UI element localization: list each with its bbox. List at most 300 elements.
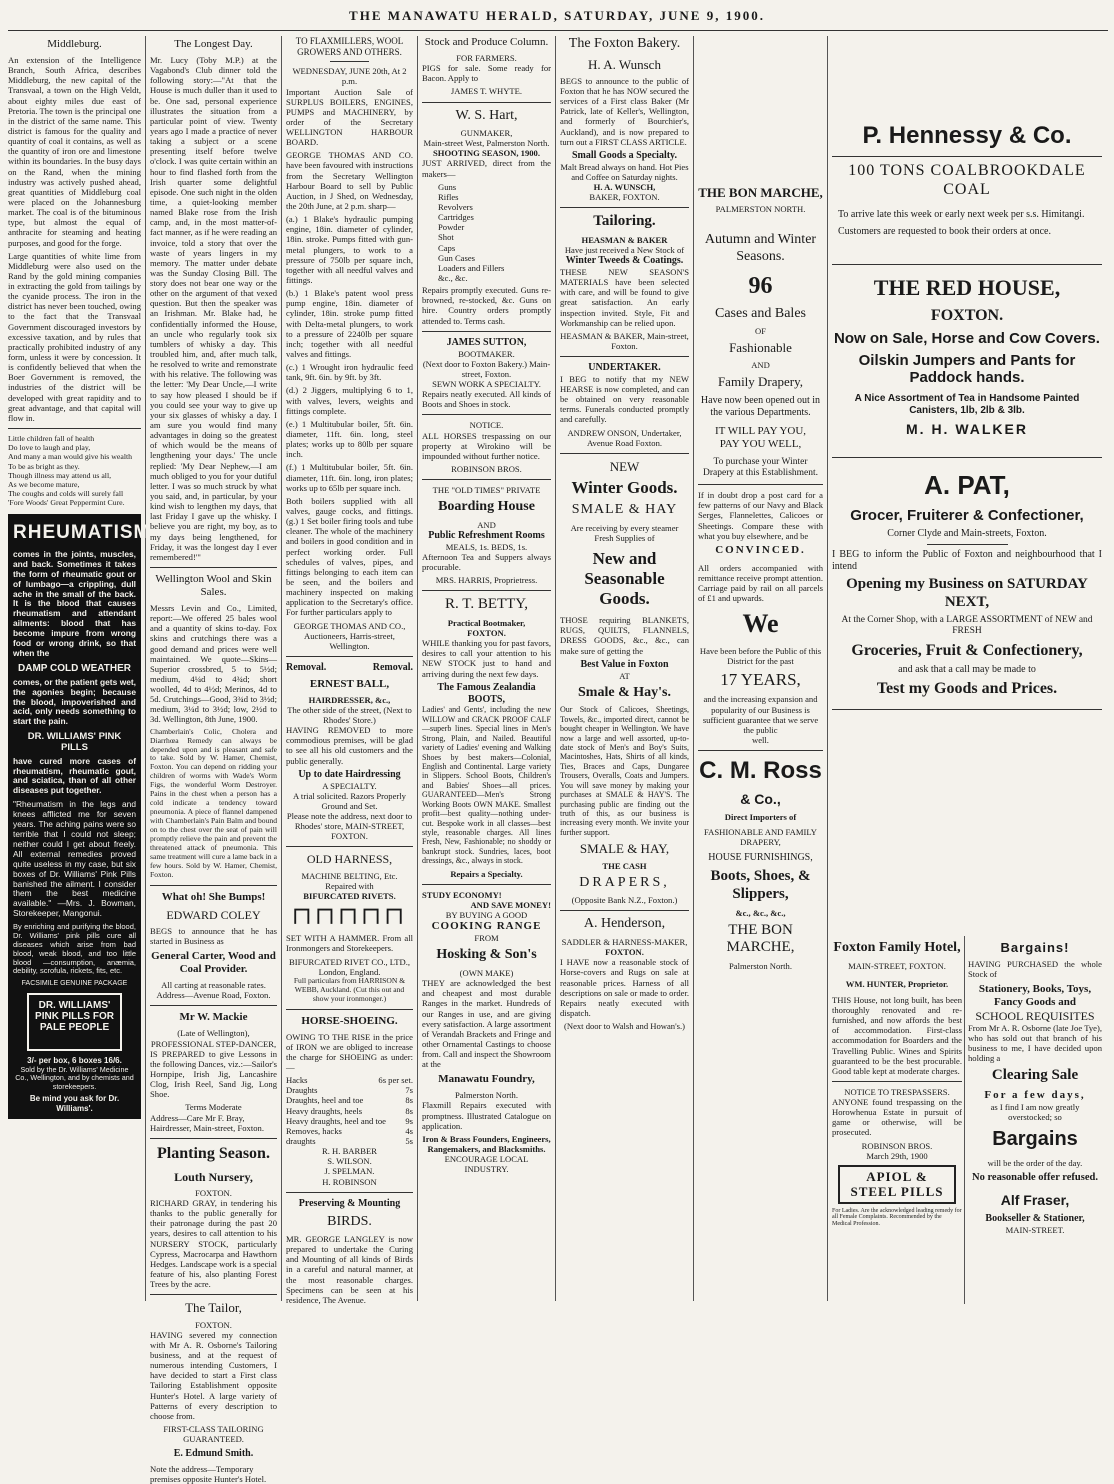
ad-text: AND <box>751 359 770 370</box>
price-row: Removes, hacks 4s <box>286 1125 413 1136</box>
verse-line: Do love to laugh and play, <box>8 443 91 453</box>
ad-heading: BIFURCATED RIVETS. <box>303 890 396 901</box>
ad-text: BAKER, FOXTON. <box>589 192 660 203</box>
ad-heading: Bargains! <box>1000 940 1070 955</box>
ad-text: ENCOURAGE LOCAL INDUSTRY. <box>444 1154 529 1175</box>
ad-text: MACHINE BELTING, Etc. <box>301 870 398 881</box>
ad-name: P. Hennessy & Co. <box>862 122 1072 149</box>
ad-heading: Small Goods a Specialty. <box>571 149 677 161</box>
verse-line: Little children fall of health <box>8 434 95 444</box>
ad-text: At the Corner Shop, with a LARGE ASSORTMENT of NEW and FRESH <box>841 615 1093 637</box>
ad-heading: Bargains <box>992 1128 1078 1151</box>
ad-text: FOXTON. <box>195 1187 232 1198</box>
spacer <box>698 36 823 181</box>
ad-text: Repairs neatly executed. All kinds of Boots and Shoes in stock. <box>422 389 551 410</box>
ad-name: A. PAT, <box>924 470 1010 501</box>
ad-heading: Stationery, Books, Toys, <box>978 982 1092 995</box>
divider <box>286 1009 413 1010</box>
ad-heading: Clearing Sale <box>991 1067 1079 1084</box>
ad-text: AT <box>619 670 630 681</box>
ad-signature: ROBINSON BROS. <box>451 463 522 474</box>
ad-heading: HORSE-SHOEING. <box>301 1014 398 1027</box>
ad-text: BEGS to announce to the public of Foxton that he has NOW secured the services of a First class Baker (Mr Patrick, late of Keller's, Wellington, and formerly of Bourchier's, Auckland), and is now prepared to turn out a FIRST CLASS ARTICLE. <box>560 75 689 147</box>
ad-text: Repairs promptly executed. Guns re-browned, re-stocked, &c. Guns on hire. Country orders promptly attended to. Terms cash. <box>422 285 551 326</box>
ad-text: For Ladies. Are the acknowledged leading remedy for all Female Complaints. Recommended by the Medical Profession. <box>832 1207 962 1227</box>
ad-text: OWING TO THE RISE in the price of IRON we are obliged to increase the charge for SHOEING as under:— <box>286 1031 413 1073</box>
ad-subheading: DR. WILLIAMS' PINK PILLS <box>27 731 122 754</box>
ad-address: Main-street West, Palmerston North. <box>423 138 550 149</box>
divider <box>8 428 141 429</box>
sold-by: Sold by the Dr. Williams' Medicine Co., Wellington, and by chemists and storekeepers. <box>15 1064 134 1091</box>
ad-name: EDWARD COLEY <box>166 907 261 922</box>
ad-text: Have just received a New Stock of <box>564 245 685 256</box>
ad-text: (Late of Wellington), PROFESSIONAL STEP-DANCER, <box>150 1028 277 1049</box>
ad-text: NEW <box>609 458 640 474</box>
ad-text: (OWN MAKE) <box>459 967 514 978</box>
ad-heading: 96 <box>748 272 773 299</box>
ad-heading: Test my Goods and Prices. <box>876 680 1058 698</box>
ad-text: THE "OLD TIMES" PRIVATE <box>432 485 541 496</box>
ad-heading: Grocer, Fruiterer & Confectioner, <box>850 506 1084 524</box>
ad-heading: We <box>742 609 779 639</box>
divider <box>150 1138 277 1139</box>
ad-signature: ROBINSON BROS. <box>861 1140 933 1151</box>
ad-name: Foxton Family Hotel, <box>833 940 961 955</box>
article-paragraph: Mr. Lucy (Toby M.P.) at the Vagabond's Club dinner told the following story:—"At that the House is much duller than it used to be. One sad, personal experience illustrates the situation from a particular point of view. Twenty years ago I made a practice of never taking a subject or a scene presenting itself before twelve o'clock. I was quite certain within an hour to find flashed forth from the Irish quarter some delightful episode. One such night in the olden time, a quiet-looking member named Blake rose from the Irish camp, and, in the most matter-of-fact manner, as if he were reading an invoice, told a story that over the waste of years lingers in my memory. The matter under debate was the Sunday Closing Bill. The story does not bear one way or the other on the argument of that vexed question. But then the speaker was an Irishman. Mr. Blake had, he confidentially informed the House, an uncle who regularly took six tumblers of whisky a day. This troubled him, and, after much talk, he resolved to write and remonstrate with his relative. The following was the letter: 'My Dear Uncle,—I write to say how pleased I should be if you could see your way to give up your six glasses of whisky a day. I am sure you would find many advantages in doing so the greatest of which would be the means of lengthening your days.' The uncle replied: 'My Dear Nephew,—I am much obliged to you for your dutiful letter. I was so much struck by what you said, and, in particular, by your kind wish to lengthen my days, that last Friday I gave up the whisky. I believe you are right, my boy, as to my days being lengthened, for Friday, it was the longest day I ever remembered!'" <box>150 54 277 562</box>
ad-text: FASHIONABLE AND FAMILY DRAPERY, <box>704 827 817 848</box>
ad-text: ALL HORSES trespassing on our property at Wirokino will be impounded without further notice. <box>422 430 551 461</box>
ad-text: Are receiving by every steamer Fresh Supplies of <box>570 522 679 543</box>
ad-text: RICHARD GRAY, in tendering his thanks to the public generally for their patronage during the past 20 years, desires to call attention to his NURSERY STOCK, particularly Cypress, Macrocarpa and Hawthorn Hedges. Landscape work is a special feature of his, also planting Forest Trees by the acre. <box>150 1198 277 1290</box>
ad-text: If in doubt drop a post card for a few patterns of our Navy and Black Serges, Flannelettes, Calicoes or Sheetings. Compare these with what you buy elsewhere, and be <box>698 490 823 541</box>
ad-heading: Best Value in Foxton <box>580 658 669 670</box>
divider <box>150 1294 277 1295</box>
ad-text: Both boilers supplied with all valves, gauge cocks, and fittings. (g.) 1 Set boiler firing tools and tube cleaner. The whole of the machinery and boilers in good condition and in perfect working order. Full schedules of valves, pipes, and fittings belonging to each item can be seen, and the boilers and machinery inspected on making application to the Secretary's office. For further particulars apply to <box>286 495 413 618</box>
ad-text: SADDLER & HARNESS-MAKER, <box>561 936 688 947</box>
pill-package-image: DR. WILLIAMS' PINK PILLS FOR PALE PEOPLE <box>27 993 122 1051</box>
ad-heading: Tailoring. <box>593 213 656 230</box>
ad-name: E. Edmund Smith. <box>173 1448 254 1460</box>
ad-signature: HEASMAN & BAKER, Main-street, Foxton. <box>560 330 689 351</box>
ad-name: Louth Nursery, <box>174 1169 253 1184</box>
ad-heading: Public Refreshment Rooms <box>428 529 545 541</box>
ad-name: & Co., <box>740 791 781 808</box>
ad-heading: UNDERTAKER. <box>588 362 661 374</box>
ad-text: From Mr A. R. Osborne (late Joe Tye), who has sold out that branch of his business to me, I have decided upon holding a <box>968 1022 1102 1064</box>
ad-signature: ANDREW ONSON, Undertaker, Avenue Road Foxton. <box>567 427 682 448</box>
divider <box>422 102 551 103</box>
column-4 <box>422 36 551 1304</box>
ad-text: FOXTON. <box>467 628 506 639</box>
removal-label: Removal. <box>372 661 413 673</box>
ad-text: Malt Bread always on hand. Hot Pies and Coffee on Saturday nights. <box>560 161 689 182</box>
column-subtitle: FOR FARMERS. <box>456 52 517 63</box>
divider <box>832 709 1102 710</box>
divider <box>832 264 1102 265</box>
ad-heading: No reasonable offer refused. <box>972 1171 1098 1183</box>
masthead-rule <box>8 30 1108 31</box>
ad-heading: 100 TONS COALBROOKDALE <box>848 162 1086 180</box>
ad-name: Manawatu Foundry, <box>438 1073 535 1086</box>
article-title: The Longest Day. <box>174 38 253 50</box>
lot-item: (d.) 2 Jiggers, multiplying 6 to 1, with valves, levers, weights and fittings complete. <box>286 385 413 416</box>
ad-heading: NOTICE TO TRESPASSERS. <box>844 1086 950 1097</box>
divider <box>560 356 689 357</box>
divider <box>832 1081 962 1082</box>
ad-address: MAIN-STREET, FOXTON. <box>848 960 946 971</box>
ad-text: Flaxmill Repairs executed with promptness. Illustrated Catalogue on application. <box>422 1100 551 1131</box>
ad-text: All carting at reasonable rates. <box>161 980 266 991</box>
ad-heading: For a few days, <box>984 1088 1086 1101</box>
ad-text: By enriching and purifying the blood, Dr. Williams' pink pills cure all diseases which arise from bad blood, weak blood, and too little blood —consumption, anæmia, debility, scrofula, rickets, fits, etc. <box>13 922 136 976</box>
ad-text: as I find I am now greatly overstocked; so <box>990 1101 1080 1123</box>
ad-text: and ask that a call may be made to <box>898 664 1036 676</box>
list-item: Rifles <box>438 191 459 202</box>
ad-name: W. S. Hart, <box>455 107 518 123</box>
verse <box>8 434 141 508</box>
ad-text: MR. GEORGE LANGLEY is now prepared to undertake the Curing and Mounting of all kinds of Birds in a careful and natural manner, at the most reasonable charges. Specimens can be seen at his residence, The Avenue. <box>286 1234 413 1305</box>
ad-heading: Oilskin Jumpers and Pants for Paddock hands. <box>858 351 1076 387</box>
list-item: Shot <box>438 232 454 243</box>
ad-text: THOSE requiring BLANKETS, RUGS, QUILTS, FLANNELS, DRESS GOODS, &c., &c., can make sure of getting the <box>560 615 689 656</box>
ad-text: To arrive late this week or early next week per s.s. Himitangi. Customers are requested to book their orders at once. <box>838 209 1085 238</box>
price-row: Heavy draughts, heel and toe 9s <box>286 1115 413 1126</box>
ad-name: SMALE & HAY <box>571 502 678 518</box>
ad-address: (Opposite Bank N.Z., Foxton.) <box>571 895 678 906</box>
ad-text: Terms Moderate <box>185 1102 242 1113</box>
ad-heading: Winter Goods. <box>571 478 678 498</box>
ad-heading: Boarding House <box>438 499 535 515</box>
article-paragraph: Messrs Levin and Co., Limited, report:—We offered 25 bales wool and a quantity of skins to-day. Fox skins and crutchings there was a good demand and prices were well maintained. We quote—Skins—Superior crossbred, 5 to 5½d; medium, 4¼d to 4¾d; short woolled, 4d to 4½d; Merinos, 4d to 5d. Crutchings—Good, 3¾d to 3½d; medium, 3¼d to 3½d; low, 2½d to 3d. Wellington, 8th June, 1900. <box>150 602 277 725</box>
divider <box>286 1192 413 1193</box>
signatory: R. H. BARBER <box>322 1146 377 1157</box>
ad-text: FIRST-CLASS TAILORING GUARANTEED. <box>163 1424 264 1445</box>
ad-heading: SEWN WORK A SPECIALTY. <box>432 378 541 389</box>
ad-signature: H. A. WUNSCH, <box>593 181 656 192</box>
signatory: J. SPELMAN. <box>324 1166 375 1177</box>
ad-name: ERNEST BALL, <box>309 677 390 690</box>
ad-heading: Groceries, Fruit & Confectionery, <box>851 641 1083 659</box>
ad-text: MEALS, 1s. BEDS, 1s. <box>445 541 528 552</box>
ad-text: Bookseller & Stationer, <box>985 1212 1085 1224</box>
ad-text: GEORGE THOMAS AND CO. have been favoured with instructions from the Secretary Wellington Harbour Board to sell by Public Auction, in J Shed, on Wednesday, the 20th June, at 2 p.m. sharp— <box>286 150 413 212</box>
column-rule <box>281 36 282 1301</box>
bargains-ad <box>968 936 1102 1235</box>
ad-name: Mr W. Mackie <box>179 1011 248 1024</box>
divider <box>560 207 689 208</box>
ad-signature: GEORGE THOMAS AND CO., Auctioneers, Harris-street, Wellington. <box>293 620 406 651</box>
ad-text: Practical Bootmaker, <box>447 617 526 628</box>
ad-text: SET WITH A HAMMER. From all Ironmongers and Storekeepers. <box>286 933 413 954</box>
ad-text: Afternoon Tea and Suppers always procurable. <box>422 551 551 572</box>
divider <box>422 884 551 885</box>
removal-heading <box>286 662 413 674</box>
ad-text: and the increasing expansion and popularity of our Business is sufficient guarantee that we serve the public <box>702 694 819 735</box>
divider <box>560 453 689 454</box>
verse-line: And many a man would give his wealth <box>8 452 133 462</box>
ad-name: H. A. Wunsch <box>588 56 661 72</box>
column-7 <box>832 36 1102 1304</box>
price-list <box>286 1075 413 1146</box>
column-rule <box>693 36 694 1301</box>
ad-text: BIFURCATED RIVET CO., LTD., London, England. <box>288 956 411 977</box>
list-item: Guns <box>438 181 457 192</box>
ad-signature: WM. HUNTER, Proprietor. <box>845 978 949 989</box>
verse-line: The coughs and colds will surely fall <box>8 489 124 499</box>
apiol-logo: APIOL & STEEL PILLS <box>838 1165 956 1204</box>
divider <box>832 156 1102 157</box>
ad-address: The other side of the street, (Next to Rhodes' Store.) <box>287 704 412 725</box>
ad-text: I BEG to notify that my NEW HEARSE is now completed, and can be obtained on very reasonable terms. Funerals conducted promptly and carefully. <box>560 373 689 425</box>
ad-text: well. <box>752 735 769 745</box>
ad-heading: AND SAVE MONEY! <box>470 900 551 911</box>
column-2 <box>150 36 277 1484</box>
ad-text: I HAVE now a reasonable stock of Horse-covers and Rugs on sale at reasonable prices. Harness of all descriptions on sale or made to order. Repairs neatly executed with dispatch. <box>560 957 689 1018</box>
ad-heading: New and Seasonable Goods. <box>584 549 665 609</box>
ad-address: Please note the address, next door to Rhodes' store, MAIN-STREET, FOXTON. <box>286 810 413 842</box>
ad-name: The Tailor, <box>185 1300 242 1316</box>
ad-text: Iron & Brass Founders, Engineers, Rangemakers, and Blacksmiths. <box>422 1133 551 1155</box>
ad-text: Full particulars from HARRISON & WEBB, Auckland. (Cut this out and show your ironmonger.) <box>293 975 406 1003</box>
ad-name: OLD HARNESS, <box>306 852 393 867</box>
ad-heading: Family Drapery, <box>717 373 804 389</box>
ad-text: To purchase your Winter Drapery at this Establishment. <box>702 456 819 478</box>
ad-text: A Nice Assortment of Tea in Handsome Painted Canisters, 1lb, 2lb & 3lb. <box>854 392 1080 416</box>
ad-text: PALMERSTON NORTH. <box>715 204 806 215</box>
ad-address: (Next door to Foxton Bakery.) Main-street, Foxton. <box>422 358 551 379</box>
lot-item: (f.) 1 Multitubular boiler, 5ft. 6in. diameter, 11ft. 6in. long, iron plates; works up to 65lb per square inch. <box>286 462 413 493</box>
ad-text: IT WILL PAY YOU, <box>714 424 807 437</box>
ad-heading: Repairs a Specialty. <box>450 868 523 879</box>
mind-note: Be mind you ask for Dr. Williams'. <box>29 1094 120 1113</box>
ad-address: MAIN-STREET. <box>1005 1224 1065 1235</box>
rheumatism-title: RHEUMATISM <box>13 521 151 543</box>
ad-address: Note the address—Temporary premises opposite Hunter's Hotel. <box>150 1464 267 1484</box>
ad-heading: Winter Tweeds & Coatings. <box>565 255 684 267</box>
ad-text: have cured more cases of rheumatism, rheumatic gout, and sciatica, than of all other diseases put together. <box>13 755 136 796</box>
ad-text: HAIRDRESSER, &c., <box>308 694 391 705</box>
ad-heading: Preserving & Mounting <box>298 1197 401 1209</box>
ad-name: Hosking & Son's <box>436 947 537 963</box>
ad-text: &c., &c., &c., <box>735 907 786 918</box>
ad-text: Direct Importers of <box>724 811 797 822</box>
ad-text: Important Auction Sale of SURPLUS BOILERS, ENGINES, PUMPS and MACHINERY, by order of the Secretary WELLINGTON HARBOUR BOARD. <box>286 86 413 148</box>
ad-heading: SCHOOL REQUISITES <box>975 1008 1095 1023</box>
ad-text: Have been before the Public of this District for the past <box>699 646 822 667</box>
column-title: Stock and Produce Column. <box>424 36 549 48</box>
gun-list <box>422 182 551 283</box>
list-item: &c., &c. <box>438 273 468 284</box>
ad-text: March 29th, 1900 <box>866 1150 928 1161</box>
ad-text: Palmerston North. <box>454 1090 518 1101</box>
list-item: Gun Cases <box>438 252 475 263</box>
ad-heading: The Famous Zealandia BOOTS, <box>437 681 536 705</box>
ad-signature: M. H. WALKER <box>906 420 1028 437</box>
list-item: Caps <box>438 242 456 253</box>
signatory: H. ROBINSON <box>322 1176 377 1187</box>
article-paragraph: An extension of the Intelligence Branch, South Africa, describes Middleburg, the new capital of the Transvaal, a town on the High Veldt, about eighty miles due east of Pretoria. The town is the principal one in the district of the same name. This district is famous for the quality and quantity of coal it contains, as well as the quantity of iron ore and limestone within its boundaries. In the busy days on the Rand, when the mining industry was actively pushed ahead, great quantities of Middleburg coal were placed on the Johannesburg market. The coal is of the bituminous type, but almost the equal of anthracite for steaming and heating purposes, and good for the forge. <box>8 54 141 248</box>
ad-text: HAVING severed my connection with Mr A. R. Osborne's Tailoring business, and at the request of numerous intending Customers, I have decided to start a First class Tailoring Establishment opposite Hunter's Hotel. A large variety of Patterns of every description to choose from. <box>150 1329 277 1421</box>
ad-text: Our Stock of Calicoes, Sheetings, Towels, &c., imported direct, cannot be bought cheaper in Wellington. We have now a large and well assorted, up-to-date stock of Men's and Boy's Suits, Macintoshes, Hats, Shirts of all kinds, Ties, Braces and Caps, Dungaree Trousers, Overalls, Coats and Jumpers. You will save money by making your purchases at SMALE & HAY'S. The purchasing public are finding out the truth of this, as our business is increasing every month. We invite your further support. <box>560 705 689 837</box>
divider <box>422 590 551 591</box>
ad-heading: Fashionable <box>729 340 792 356</box>
ad-address: Address—Avenue Road, Foxton. <box>156 990 271 1001</box>
ad-heading: CONVINCED. <box>715 543 806 556</box>
divider <box>150 567 277 568</box>
ad-text: FOXTON. <box>930 307 1004 325</box>
ad-text: WHILE thanking you for past favors, desires to call your attention to his NEW STOCK just to hand and arriving during the next few days. <box>422 638 551 679</box>
ad-text: FOXTON. <box>605 947 644 958</box>
ad-heading: Opening my Business on SATURDAY NEXT, <box>846 575 1088 610</box>
ad-text: JUST ARRIVED, direct from the makers— <box>422 158 551 179</box>
lot-item: (b.) 1 Blake's patent wool press pump engine, 18in. diameter of cylinder, 18in. stroke pump fitted with Delta-metal plungers, to work to a pressure of 2240lb per square inch; together with all needful valves and fittings. <box>286 288 413 360</box>
ad-heading: SHOOTING SEASON, 1900. <box>433 148 540 159</box>
ad-heading: 17 YEARS, <box>720 670 801 690</box>
column-rule <box>555 36 556 1301</box>
ad-text: will be the order of the day. <box>987 1157 1083 1168</box>
column-rule <box>417 36 418 1301</box>
ad-heading: TO FLAXMILLERS, WOOL GROWERS AND OTHERS. <box>295 36 404 57</box>
ad-text: comes in the joints, muscles, and back. Sometimes it takes the form of rheumatic gout or of lumbago—a crippling, dull ache in the small of the back. It is the blood that causes rheumatism and attendant ailments: blood that has become impure from wrong food or wrong drink, so that when the <box>13 548 136 658</box>
ad-heading: BIRDS. <box>327 1213 372 1229</box>
ad-text: ANYONE found trespassing on the Horowhenua Estate in pursuit of game or otherwise, will be prosecuted. <box>832 1097 962 1138</box>
ad-heading: STUDY ECONOMY! <box>422 889 502 900</box>
lot-item: (a.) 1 Blake's hydraulic pumping engine, 18in. diameter of cylinder, 18in. stroke. Pumps fitted with gun-metal plungers, to work to a pressure of 750lb per square inch, together with all needful valves and fittings. <box>286 214 413 286</box>
signatories <box>286 1146 413 1187</box>
ad-text: AND <box>477 519 496 530</box>
price-row: Heavy draughts, heels 8s <box>286 1105 413 1116</box>
ad-text: Ladies' and Gents', including the new WILLOW and CRACK PROOF CALF—superb lines. Special lines in Men's Strong, Plain, and Nailed. Beautiful variety of Ladies' evening and Walking Shoes by best makers—Colonial, English and Continental. Large variety in Slippers. School Boots, Children's and Babies' Shoes—all prices. GUARANTEED—Men's Strong Working Boots OWN MAKE. Smallest profit—best quality—nothing under-cut. Bespoke work in all classes—best style, reasonable charges. All lines Fresh, New, Fashionable; no shoddy or bankrupt stock. Sundries, laces, boot dressings, &c., always in stock. <box>422 705 551 866</box>
article-paragraph: Chamberlain's Colic, Cholera and Diarrhœa Remedy can always be depended upon and is pleasant and safe to take. Sold by W. Hamer, Chemist, Foxton. You can depend on ridding your children of worms with Wade's Worm Figs, the wonderful Worm Destroyer. Pains in the chest when a person has a cold indicate a tendency toward pneumonia. A piece of flannel dampened with Chamberlain's Pain Balm and bound on to the chest over the seat of pain will promptly relieve the pain and prevent the threatened attack of pneumonia. This same treatment will cure a lame back in a few hours. Sold by W. Hamer, Chemist, Foxton. <box>150 726 277 879</box>
verse-line: 'Fore Woods' Great Peppermint Cure. <box>8 498 125 508</box>
divider <box>422 479 551 480</box>
ad-text: Palmerston North. <box>728 961 792 972</box>
verse-line: To be as bright as they. <box>8 461 80 471</box>
ad-name: SMALE & HAY, <box>579 841 670 857</box>
facsimile-label: FACSIMILE GENUINE PACKAGE <box>21 980 128 988</box>
ad-text: comes, or the patient gets wet, the agonies begin; because the blood, impoverished and acid, only needs something to start the pain. <box>13 676 136 727</box>
ad-heading: The Foxton Bakery. <box>568 36 681 51</box>
ad-heading: COAL <box>943 181 991 199</box>
price-row: draughts 5s <box>286 1136 413 1147</box>
divider <box>422 331 551 332</box>
masthead: THE MANAWATU HERALD, SATURDAY, JUNE 9, 1900. <box>349 8 765 23</box>
lot-item: (c.) 1 Wrought iron hydraulic feed tank, 9ft. 6in. by 9ft. by 3ft. <box>286 362 413 383</box>
ad-text: THIS House, not long built, has been thoroughly renovated and re-furnished, and now affords the best of accommodation. First-class accommodation for Boarders and the Travelling Public. Wines and Spirits guaranteed to be the best procurable. Good table kept at moderate charges. <box>832 994 962 1076</box>
spacer <box>832 36 1102 116</box>
ad-signature: MRS. HARRIS, Proprietress. <box>435 575 538 586</box>
ad-heading: DRAPERS, <box>579 874 670 890</box>
column-6 <box>698 36 823 1304</box>
ad-text: PIGS for sale. Some ready for Bacon. Apply to <box>422 63 551 84</box>
column-5 <box>560 36 689 1304</box>
lot-item: (e.) 1 Multitubular boiler, 5ft. 6in. diameter, 11ft. 6in. long, steel plates; works up to 80lb per square inch. <box>286 418 413 460</box>
ad-text: FOXTON. <box>195 1319 232 1330</box>
ad-heading: Cases and Bales <box>715 305 806 321</box>
ad-heading: General Carter, Wood and Coal Provider. <box>151 950 276 976</box>
divider <box>330 61 368 62</box>
ad-text: OF <box>755 326 766 337</box>
rheumatism-ad <box>8 514 151 1120</box>
ad-address: Address—Care Mr F. Bray, Hairdresser, Main-street, Foxton. <box>150 1112 264 1133</box>
ad-name: THE RED HOUSE, <box>873 275 1061 301</box>
ad-name: THE BON MARCHE, <box>726 921 795 956</box>
divider <box>150 885 277 886</box>
ad-name: Alf Fraser, <box>1000 1192 1070 1209</box>
ad-text: THEY are acknowledged the best and cheapest and most durable Ranges in the market. Hundreds of our Ranges in use, and are giving every satisfaction. A large assortment of Verandah Brackets and Fringe and other Ornamental Castings to choose from. Call and inspect the Showroom at the <box>422 978 551 1070</box>
price-row: Draughts, heel and toe 8s <box>286 1095 413 1106</box>
ad-text: HAVING REMOVED to more commodious premises, will be glad to see all his old customers and the public generally. <box>286 725 413 766</box>
verse-line: Though illness may attend us all, <box>8 470 112 480</box>
divider <box>286 846 413 847</box>
ad-text: BOOTMAKER. <box>458 348 515 359</box>
ad-heading: What oh! She Bumps! <box>161 890 266 903</box>
ad-text: Have now been opened out in the various Departments. <box>700 395 821 419</box>
list-item: Revolvers <box>438 202 473 213</box>
ad-text: A trial solicited. Razors Properly Ground and Set. <box>293 790 406 811</box>
verse-line: As we become mature, <box>8 479 80 489</box>
ad-heading: Autumn and Winter Seasons. <box>704 232 817 264</box>
ad-heading: Planting Season. <box>157 1144 270 1162</box>
rivets-image: ⊓⊓⊓⊓⊓ <box>291 903 408 930</box>
ad-name: A. Henderson, <box>583 916 666 932</box>
article-title: Middleburg. <box>47 38 102 50</box>
ad-heading: Fancy Goods and <box>994 995 1076 1008</box>
list-item: Powder <box>438 222 465 233</box>
divider <box>422 414 551 415</box>
ad-heading: Now on Sale, Horse and Cow Covers. <box>834 329 1100 347</box>
ad-heading: NOTICE. <box>469 420 504 431</box>
list-item: Loaders and Fillers <box>438 262 505 273</box>
ad-name: Smale & Hay's. <box>578 684 671 700</box>
ad-text: BEGS to announce that he has started in Business as <box>150 925 277 947</box>
column-rule <box>964 936 966 1304</box>
ad-heading: Boots, Shoes, & Slippers, <box>710 868 811 902</box>
divider <box>927 544 1008 545</box>
ad-subheading: DAMP COLD WEATHER <box>18 662 131 674</box>
ad-name: HEASMAN & BAKER <box>581 234 668 245</box>
ad-name: THE BON MARCHE, <box>698 185 823 200</box>
price-row: Hacks 6s per set. <box>286 1075 413 1086</box>
ad-text: Repaired with <box>325 880 374 891</box>
price-row: Draughts 7s <box>286 1085 413 1096</box>
ad-address: Corner Clyde and Main-streets, Foxton. <box>887 528 1047 540</box>
ad-text: THESE NEW SEASON'S MATERIALS have been selected with care, and will be found to give great satisfaction. An early inspection invited. Style, Fit and Workmanship can be relied upon. <box>560 266 689 328</box>
ad-text: FROM <box>474 933 499 944</box>
divider <box>698 750 823 751</box>
testimonial: "Rheumatism in the legs and knees afflicted me for seven years. The aching pains were so terrible that I could not sleep; neither could I get about freely. All external remedies proved quite useless in my case, but six boxes of Dr. Williams' Pink Pills banished the ailment. I consider them the best medicine available." —Mrs. J. Bowman, Storekeeper, Mangonui. <box>13 799 136 919</box>
ad-text: WEDNESDAY, JUNE 20th, At 2 p.m. <box>292 66 407 87</box>
list-item: Cartridges <box>438 212 474 223</box>
ad-text: PAY YOU WELL, <box>719 437 802 450</box>
ad-address: (Next door to Walsh and Howan's.) <box>564 1021 685 1032</box>
article-title: Wellington Wool and Skin Sales. <box>155 573 272 598</box>
article-paragraph: Large quantities of white lime from Middleburg were also used on the Rand by the gold mining companies in extracting the gold from tailings by the cyanide process. The iron in the district has never been touched, owing to the fact that the Transvaal Government discouraged investors by excessive taxation, and by rules that practically prohibited industry of any form, unless it were by concession. It is confidently believed that when the Boer Government is removed, the industries of the district will be developed with great rapidity and to great advantage, and that capital will flow in. <box>8 250 141 423</box>
ad-text: IS PREPARED to give Lessons in the following Dances, viz.:—Sailor's Hornpipe, Irish Jig, Lancashire Clog, Irish Reel, Sand Jig, Long Shoe. <box>150 1048 277 1100</box>
ad-name: JAMES SUTTON, <box>446 336 527 348</box>
column-rule <box>145 36 146 1301</box>
divider <box>832 457 1102 458</box>
divider <box>150 1005 277 1006</box>
ad-text: I BEG to inform the Public of Foxton and neighbourhood that I intend <box>832 549 1102 573</box>
ad-name: C. M. Ross <box>699 757 822 785</box>
ad-text: THE CASH <box>602 860 647 871</box>
divider <box>560 910 689 911</box>
hotel-ad <box>832 936 962 1227</box>
ad-signature: JAMES T. WHYTE. <box>450 86 523 97</box>
ad-heading: COOKING RANGE <box>431 920 542 933</box>
ad-text: GUNMAKER, <box>460 128 513 139</box>
